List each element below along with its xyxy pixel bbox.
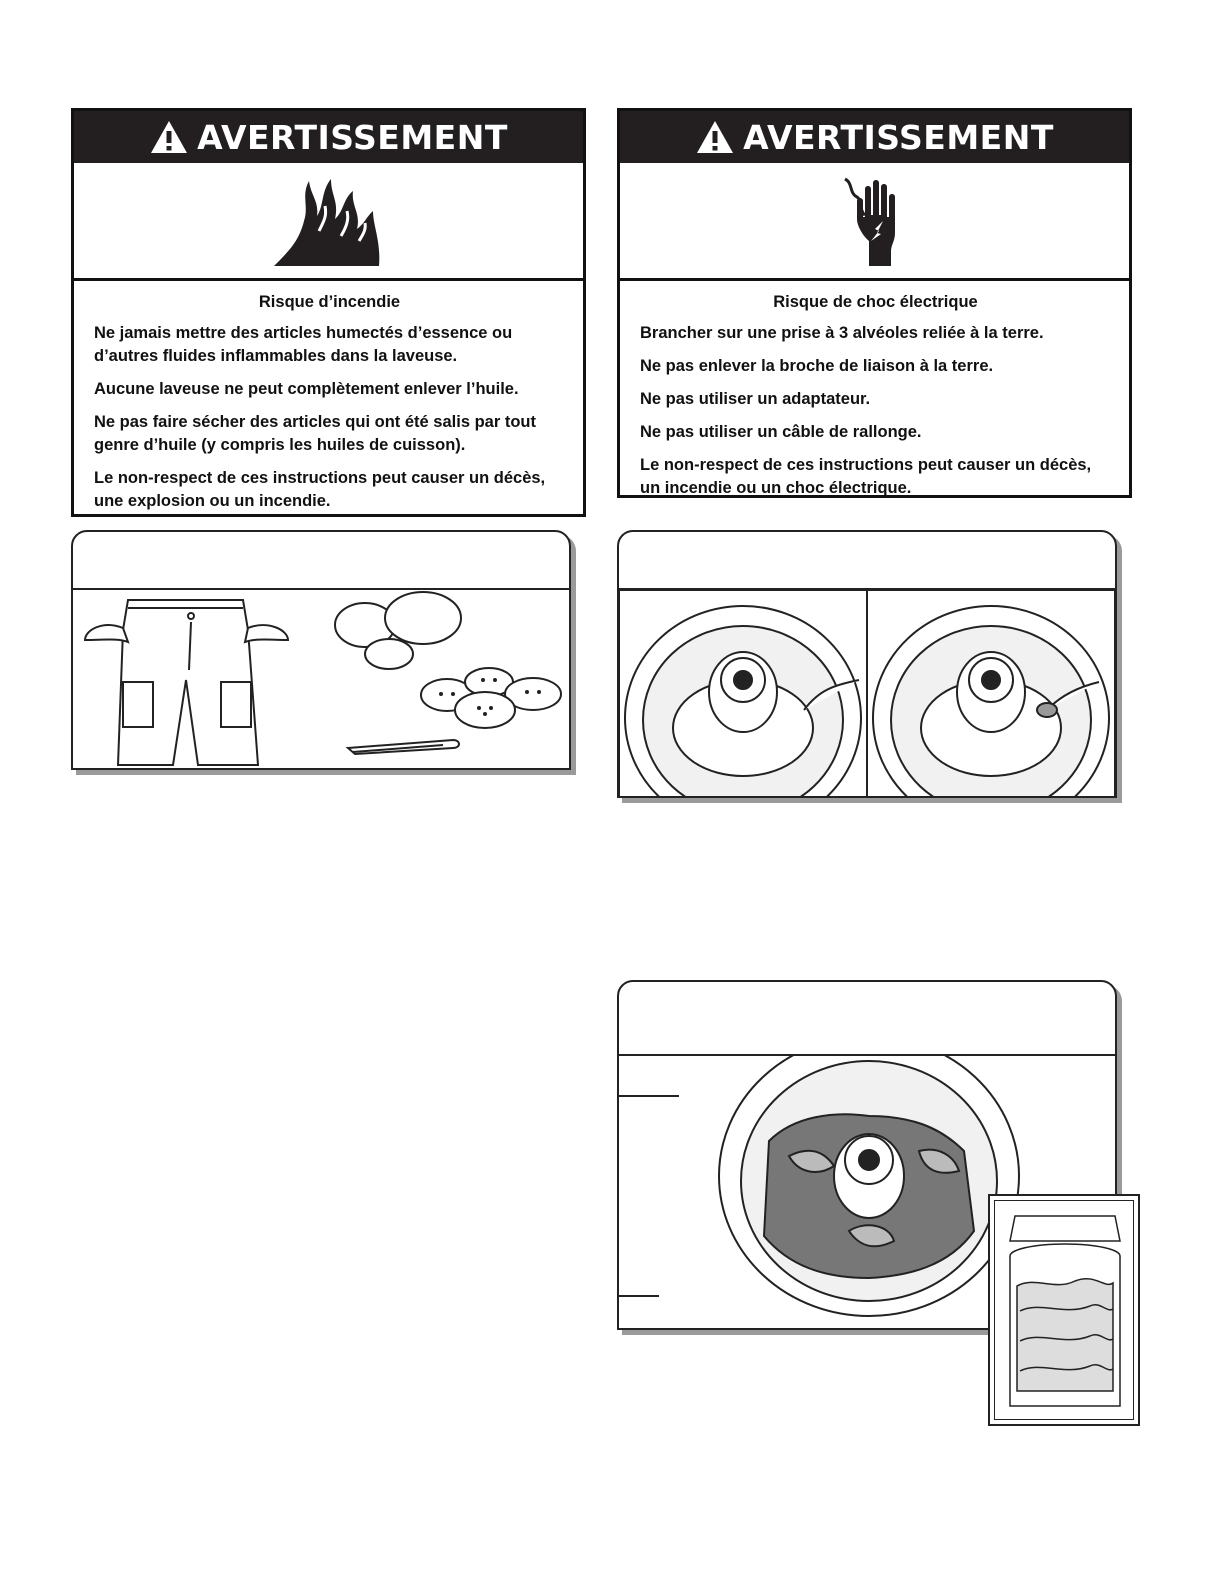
warning-line: Ne pas faire sécher des articles qui ont été salis par tout genre d’huile (y compris les huiles de cuisson). xyxy=(94,413,536,454)
warning-line: Ne pas utiliser un adaptateur. xyxy=(640,390,871,408)
warning-fire-box xyxy=(71,108,586,517)
washer-basket-check-illustration xyxy=(619,590,1115,798)
warning-title: Risque d’incendie xyxy=(258,293,401,311)
warning-title: Risque de choc électrique xyxy=(773,293,978,311)
warning-icon-row xyxy=(74,163,583,281)
washer-side-view-illustration xyxy=(995,1201,1135,1421)
warning-line: Aucune laveuse ne peut complètement enlever l’huile. xyxy=(94,380,519,398)
warning-triangle-icon xyxy=(149,119,189,155)
warning-icon-row xyxy=(620,163,1129,281)
warning-header xyxy=(74,111,583,163)
warning-line: Ne jamais mettre des articles humectés d’essence ou d’autres fluides inflammables dans la laveuse. xyxy=(94,324,513,365)
panel-header xyxy=(619,532,1115,590)
pockets-panel xyxy=(71,530,571,770)
warning-header xyxy=(620,111,1129,163)
warning-line: Ne pas enlever la broche de liaison à la terre. xyxy=(640,357,994,375)
warning-line: Brancher sur une prise à 3 alvéoles reliée à la terre. xyxy=(640,324,1044,342)
warning-triangle-icon xyxy=(695,119,735,155)
warning-line: Le non-respect de ces instructions peut causer un décès, une explosion ou un incendie. xyxy=(94,469,546,510)
electric-hand-icon xyxy=(835,171,915,271)
panel-header xyxy=(619,982,1115,1056)
warning-line: Ne pas utiliser un câble de rallonge. xyxy=(640,423,922,441)
washer-fill-inset xyxy=(988,1194,1140,1426)
warning-body xyxy=(74,281,583,531)
warning-shock-box xyxy=(617,108,1132,498)
panel-header xyxy=(73,532,569,590)
warning-header-text: AVERTISSEMENT xyxy=(743,117,1054,157)
warning-line: Le non-respect de ces instructions peut causer un décès, un incendie ou un choc électrique. xyxy=(640,456,1092,497)
empty-pockets-illustration xyxy=(73,590,569,770)
washer-check-panel xyxy=(617,530,1117,798)
fire-icon xyxy=(269,171,389,271)
warning-body xyxy=(620,281,1129,518)
warning-header-text: AVERTISSEMENT xyxy=(197,117,508,157)
inset-frame xyxy=(994,1200,1134,1420)
